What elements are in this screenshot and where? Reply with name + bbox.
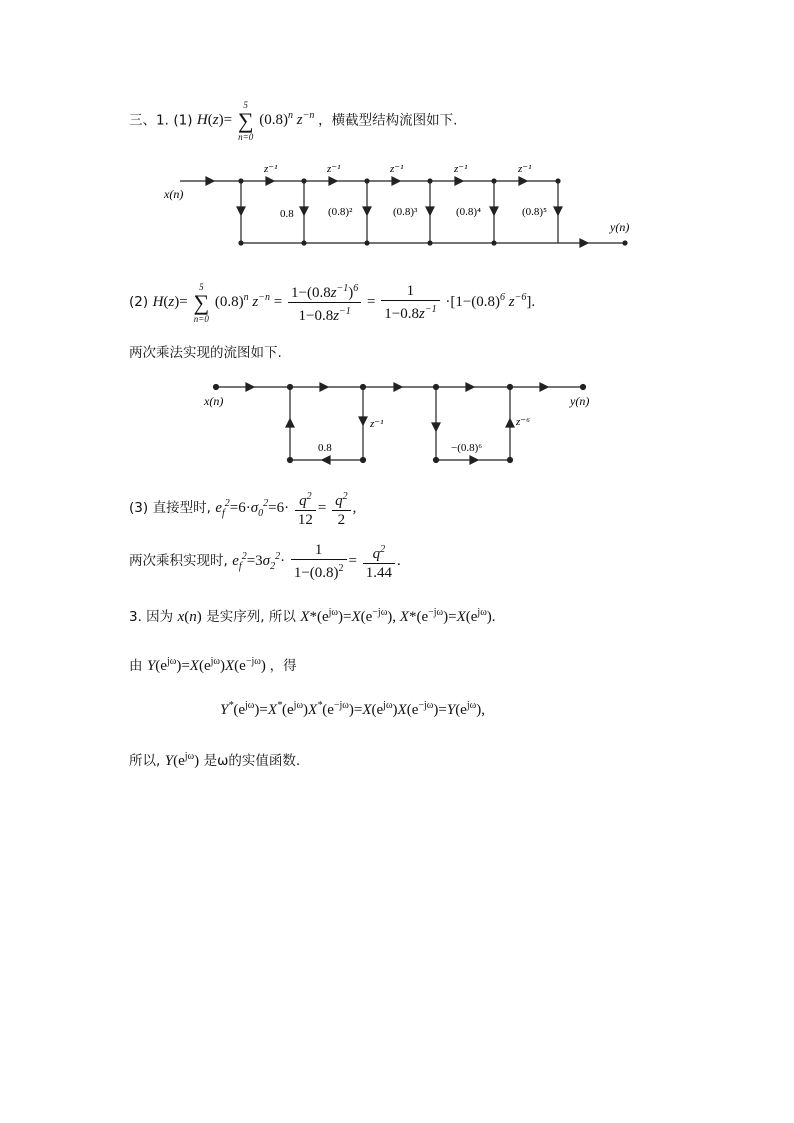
formula-error-twice: $e_f^2=3\sigma_2^2\cdot$ $\frac{1}{1-(0.8)^2}$ = $\frac{q^2}{1.44}$ . [232,542,401,581]
section1-line [129,100,457,142]
transversal-flow-diagram [0,155,794,255]
formula-conj-symmetry: $X*(e^{j\omega})=X(e^{-j\omega})$, $X*(e^{-j\omega})=X(e^{j\omega})$. [300,607,496,625]
problem3-line1 [129,605,496,626]
coef-label: −(0.8)⁶ [451,442,483,454]
coef-label: 0.8 [318,442,332,454]
coef-label: (0.8)² [328,206,353,218]
section3-direct-line [129,488,356,529]
delay-label: z⁻¹ [454,163,468,175]
delay-label: z⁻¹ [264,163,278,175]
delay-label: z⁻¹ [390,163,404,175]
coef-label: 0.8 [280,208,294,220]
section3-twice-line [129,541,401,582]
twice-label: 两次乘积实现时, [129,552,228,569]
section-desc: ，横截型结构流图如下. [318,112,458,129]
coef-label: (0.8)⁴ [456,206,481,218]
delay-label: z⁻¹ [370,418,384,430]
formula-y-def: $Y(e^{j\omega})=X(e^{j\omega})X(e^{-j\omega})$ [146,656,266,674]
section-prefix: 三、1. [129,112,169,129]
formula-h-transversal: H(z)= 5 ∑ n=0 $(0.8)^n$ $z^{-n}$ [196,100,315,142]
get-text: ，得 [269,658,297,674]
formula-h-factored: H(z)= 5 ∑ n=0 $(0.8)^n$ $z^{-n}$ = $\frac{1-(0.8z^{-1})^6}{1-0.8z^{-1}}$ = $\frac{1}{1-0.8z^{-1}}$ $\cdot[1-(0.8)^6$ $z^{-6}$]. [152,281,536,324]
delay-label: z⁻¹ [518,163,532,175]
section2-desc: 两次乘法实现的流图如下. [129,345,282,361]
coef-label: (0.8)³ [393,206,418,218]
output-label: y(n) [610,220,630,234]
input-label: x(n) [164,187,184,201]
output-label: y(n) [570,394,590,408]
formula-y: $Y(e^{j\omega})$ [164,751,200,769]
formula-error-direct: $e_f^2=6\cdot\sigma_0^2=6\cdot$ $\frac{q^2}{12}$ = $\frac{q^2}{2}$ , [215,500,356,516]
delay-label: z⁻¹ [327,163,341,175]
two-multiplier-flow-diagram [0,373,794,473]
input-label: x(n) [204,394,224,408]
problem3-conclusion [129,749,300,770]
delay-label: z⁻⁶ [516,416,530,428]
intro-text: 3. 因为 [129,609,174,625]
end-text: 是ω的实值函数. [203,753,301,769]
problem3-line2 [129,654,297,675]
coef-label: (0.8)⁵ [522,206,547,218]
by-text: 由 [129,658,143,674]
so-text: 所以, [129,753,161,769]
formula-y-conj: $Y^*(e^{j\omega})=X^*(e^{j\omega})X^*(e^{-j\omega})=X(e^{j\omega})X(e^{-j\omega})=Y(e^{j\omega})$, [220,700,485,718]
formula-xn: x(n) [177,609,202,625]
problem3-derivation [220,700,485,719]
part-label: (1) [173,112,193,129]
part-label: (3) [129,499,149,516]
direct-label: 直接型时, [152,499,211,516]
section2-line [129,280,535,325]
mid-text: 是实序列, 所以 [206,609,296,625]
part-label: (2) [129,293,149,310]
